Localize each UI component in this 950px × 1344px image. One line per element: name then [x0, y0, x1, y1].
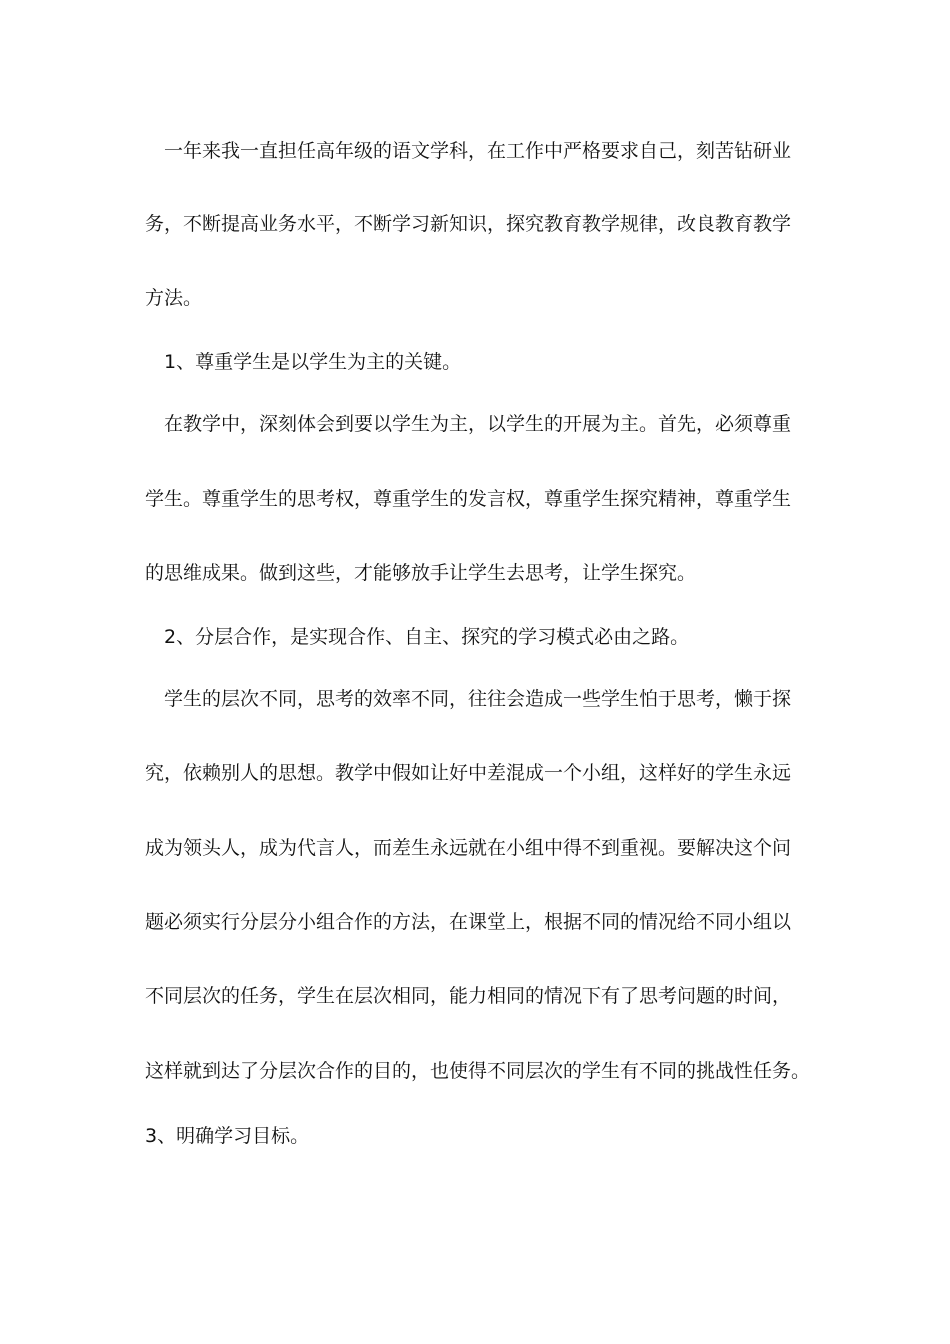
section-heading: 1、尊重学生是以学生为主的关键。: [164, 351, 462, 373]
paragraph-line: 题必须实行分层分小组合作的方法，在课堂上，根据不同的情况给不同小组以: [145, 911, 792, 933]
paragraph-line: 这样就到达了分层次合作的目的，也使得不同层次的学生有不同的挑战性任务。: [145, 1060, 811, 1082]
section-heading: 2、分层合作，是实现合作、自主、探究的学习模式必由之路。: [164, 626, 690, 648]
paragraph-line: 在教学中，深刻体会到要以学生为主，以学生的开展为主。首先，必须尊重: [164, 413, 792, 435]
paragraph-line: 学生。尊重学生的思考权，尊重学生的发言权，尊重学生探究精神，尊重学生: [145, 488, 792, 510]
paragraph-line: 的思维成果。做到这些，才能够放手让学生去思考，让学生探究。: [145, 562, 697, 584]
paragraph-line: 不同层次的任务，学生在层次相同，能力相同的情况下有了思考问题的时间，: [145, 985, 792, 1007]
paragraph-line: 究，依赖别人的思想。教学中假如让好中差混成一个小组，这样好的学生永远: [145, 762, 792, 784]
paragraph-line: 方法。: [145, 287, 203, 309]
paragraph-line: 一年来我一直担任高年级的语文学科，在工作中严格要求自己，刻苦钻研业: [164, 140, 792, 162]
paragraph-line: 成为领头人，成为代言人，而差生永远就在小组中得不到重视。要解决这个问: [145, 837, 792, 859]
section-heading: 3、明确学习目标。: [145, 1125, 310, 1147]
paragraph-line: 学生的层次不同，思考的效率不同，往往会造成一些学生怕于思考，懒于探: [164, 688, 792, 710]
paragraph-line: 务，不断提高业务水平，不断学习新知识，探究教育教学规律，改良教育教学: [145, 213, 792, 235]
